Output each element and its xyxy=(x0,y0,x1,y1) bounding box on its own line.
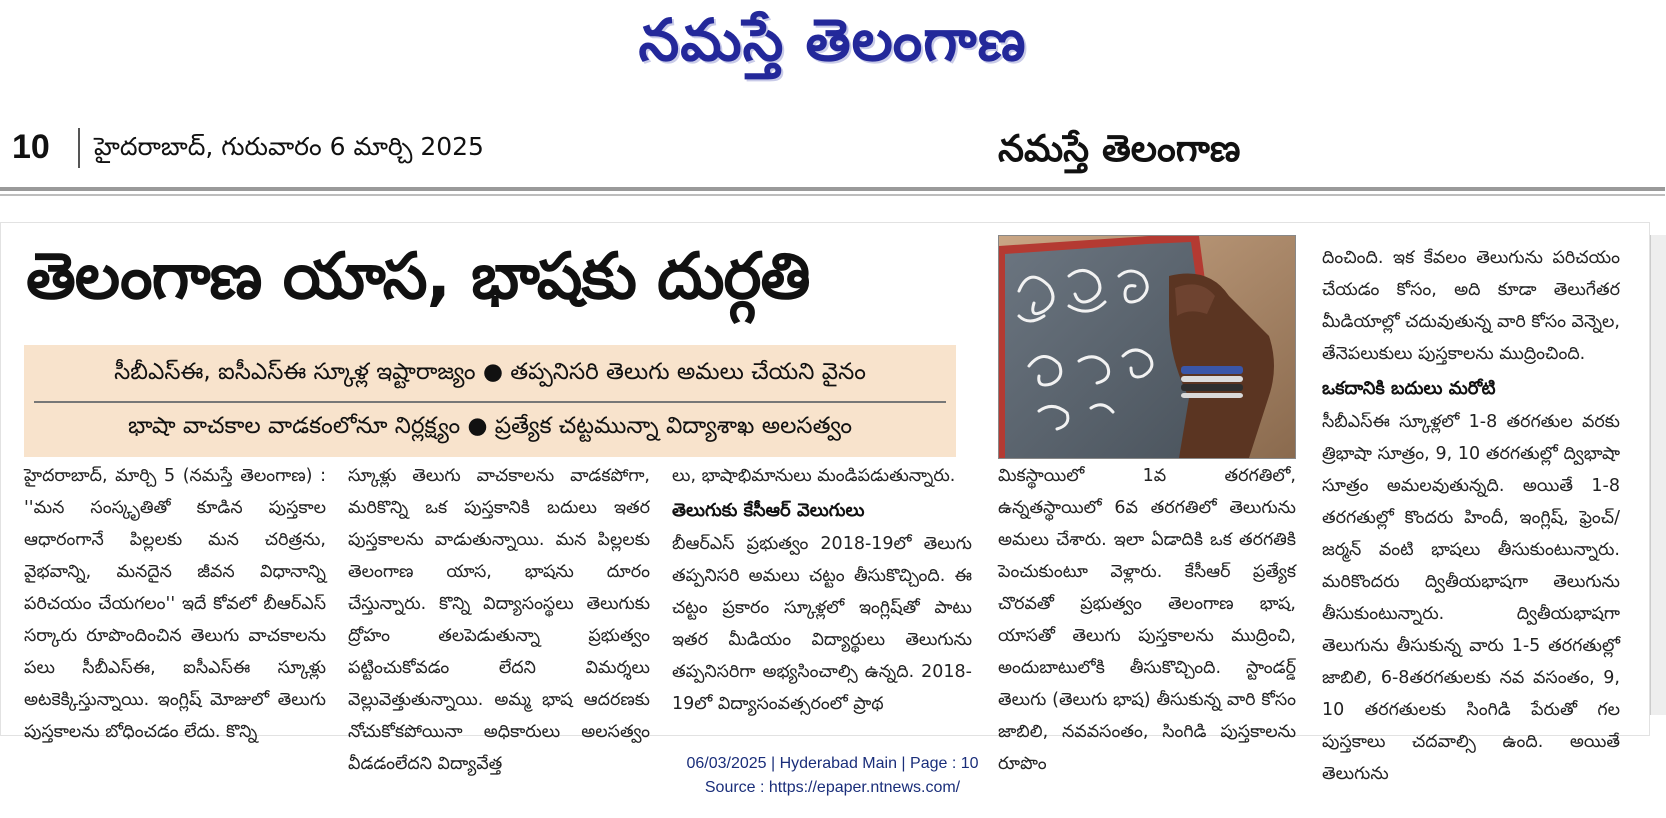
folio-bar xyxy=(8,122,1658,172)
article-photo xyxy=(998,235,1296,459)
deck-divider xyxy=(34,401,946,403)
folio-divider xyxy=(78,128,80,168)
dateline: హైదరాబాద్, గురువారం 6 మార్చి 2025 xyxy=(94,132,484,161)
masthead-logo: నమస్తే తెలంగాణ xyxy=(638,6,1027,74)
article-column-1 xyxy=(24,460,326,742)
footer-source-link[interactable]: Source : https://epaper.ntnews.com/ xyxy=(704,779,961,796)
article-deck xyxy=(24,345,956,457)
deck-line-1: సీబీఎస్ఈ, ఐసీఎస్ఈ స్కూళ్ల ఇష్టారాజ్యం ● తప్పనిసరి తెలుగు అమలు చేయని వైనం xyxy=(114,359,866,385)
footer-edition-info: 06/03/2025 | Hyderabad Main | Page : 10 xyxy=(686,755,979,772)
header-rule-thin xyxy=(0,194,1665,196)
page-number: 10 xyxy=(12,128,50,166)
folio-brand: నమస్తే తెలంగాణ xyxy=(998,126,1241,170)
column-text: బీఆర్ఎస్ ప్రభుత్వం 2018-19లో తెలుగు తప్పనిసరి అమలు చట్టం తీసుకొచ్చింది. ఈ చట్టం ప్రకారం స్కూళ్లలో ఇంగ్లిష్‌తో పాటు ఇతర మీడియం విద్యార్థులు తెలుగును తప్పనిసరిగా అభ్యసించాల్సి ఉన్నది. 2018-19లో విద్యాసంవత్సరంలో ప్రాథ xyxy=(672,534,972,714)
column-text: దించింది. ఇక కేవలం తెలుగును పరిచయం చేయడం కోసం, అది కూడా తెలుగేతర మీడియాల్లో చదువుతున్న వారి కోసం వెన్నెల, తేనెపలుకులు పుస్తకాలను ముద్రించింది. xyxy=(1322,248,1620,364)
slate-writing-photo xyxy=(999,236,1295,458)
article-column-4 xyxy=(998,460,1296,774)
column-subhead: తెలుగుకు కేసీఆర్ వెలుగులు xyxy=(672,500,865,521)
header-rule xyxy=(0,187,1665,191)
column-text: స్కూళ్లు తెలుగు వాచకాలను వాడకపోగా, మరికొన్ని ఒక పుస్తకానికి బదులు ఇతర పుస్తకాలను వాడుతున్నాయి. మన పిల్లలకు తెలంగాణ యాస, భాషను దూరం చేస్తున్నారు. కొన్ని విద్యాసంస్థలు తెలుగుకు ద్రోహం తలపెడుతున్నా ప్రభుత్వం పట్టించుకోవడం లేదని విమర్శలు వెల్లువెత్తుతున్నాయి. అమ్మ భాష ఆదరణకు నోచుకోకపోయినా అధికారులు అలసత్వం వీడడంలేదని విద్యావేత్త xyxy=(348,466,650,774)
adjacent-article-edge xyxy=(1650,235,1666,715)
column-text: లు, భాషాభిమానులు మండిపడుతున్నారు. xyxy=(672,466,956,486)
article-column-2 xyxy=(348,460,650,774)
article-column-5 xyxy=(1322,242,1620,784)
article-column-3 xyxy=(672,460,972,720)
article-headline: తెలంగాణ యాస, భాషకు దుర్గతి xyxy=(26,240,810,314)
column-text: మికస్థాయిలో 1వ తరగతిలో, ఉన్నతస్థాయిలో 6వ తరగతిలో తెలుగును అమలు చేశారు. ఇలా ఏడాదికి ఒక తరగతికి పెంచుకుంటూ వెళ్లారు. కేసీఆర్ ప్రత్యేక చొరవతో ప్రభుత్వం తెలంగాణ భాష, యాసతో తెలుగు పుస్తకాలను ముద్రించి, అందుబాటులోకి తీసుకొచ్చింది. స్టాండర్డ్ తెలుగు (తెలుగు భాష) తీసుకున్న వారి కోసం జాబిలి, నవవసంతం, సింగిడి పుస్తకాలను రూపొం xyxy=(998,466,1296,774)
deck-line-2: భాషా వాచకాల వాడకంలోనూ నిర్లక్ష్యం ● ప్రత్యేక చట్టమున్నా విద్యాశాఖ అలసత్వం xyxy=(127,413,853,439)
masthead xyxy=(0,0,1665,89)
page-footer xyxy=(0,752,1665,800)
column-text: హైదరాబాద్, మార్చి 5 (నమస్తే తెలంగాణ) : ''మన సంస్కృతితో కూడిన పుస్తకాల ఆధారంగానే పిల్లలకు మన చరిత్రను, వైభవాన్ని, మనదైన జీవన విధానాన్ని పరిచయం చేయగలం'' ఇదే కోవలో బీఆర్ఎస్ సర్కారు రూపొందించిన తెలుగు వాచకాలను పలు సీబీఎస్ఈ, ఐసీఎస్ఈ స్కూళ్లు అటకెక్కిస్తున్నాయి. ఇంగ్లిష్ మోజులో తెలుగు పుస్తకాలను బోధించడం లేదు. కొన్ని xyxy=(24,466,326,742)
column-text: సీబీఎస్ఈ స్కూళ్లలో 1-8 తరగతుల వరకు త్రిభాషా సూత్రం, 9, 10 తరగతుల్లో ద్విభాషా సూత్రం అమలవుతున్నది. అయితే 1-8 తరగతుల్లో కొందరు హిందీ, ఇంగ్లిష్, ఫ్రెంచ్/జర్మన్ వంటి భాషలు తీసుకుంటున్నారు. మరికొందరు ద్వితీయభాషగా తెలుగును తీసుకుంటున్నారు. ద్వితీయభాషగా తెలుగును తీసుకున్న వారు 1-5 తరగతుల్లో జాబిలి, 6-8తరగతులకు నవ వసంతం, 9, 10 తరగతులకు సింగిడి పేరుతో గల పుస్తకాలు చదవాల్సి ఉంది. అయితే తెలుగును xyxy=(1322,412,1620,784)
column-subhead: ఒకదానికి బదులు మరోటి xyxy=(1322,378,1496,399)
